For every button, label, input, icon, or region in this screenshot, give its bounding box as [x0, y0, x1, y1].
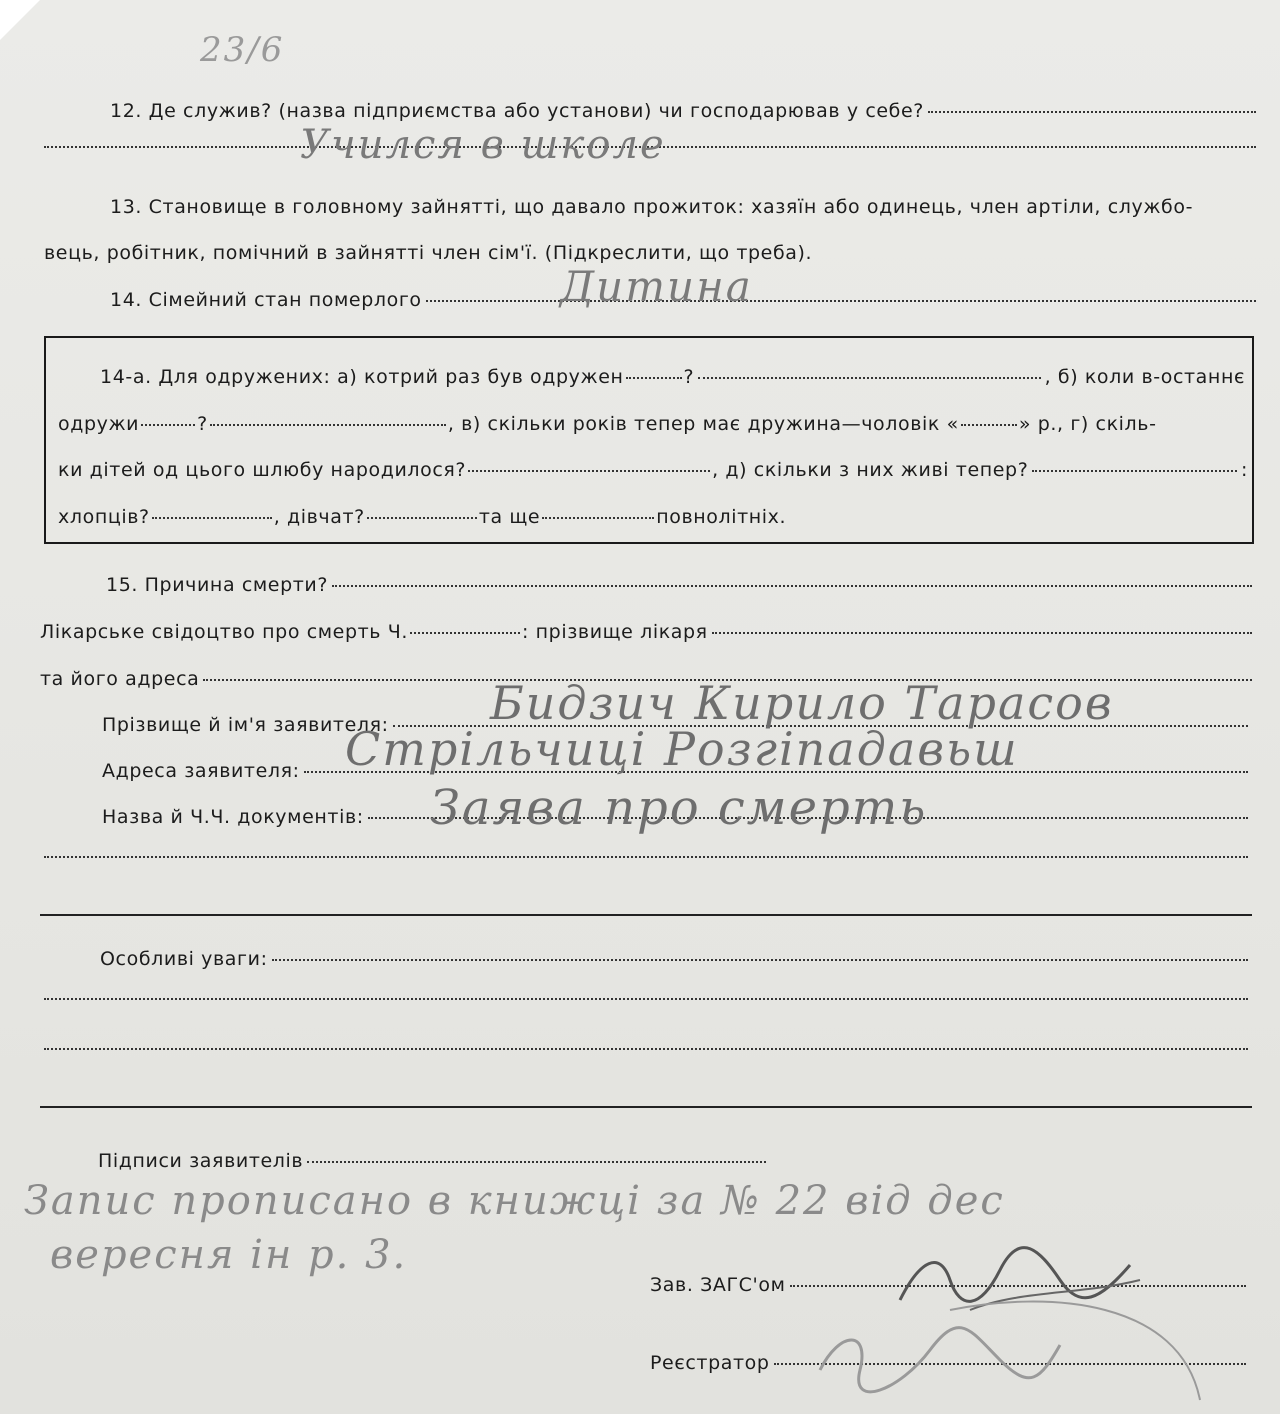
q15-label: 15. Причина смерти? [106, 574, 329, 596]
q14a-spouse-years-field [961, 424, 1017, 426]
q14a-label-more: та ще [478, 506, 541, 528]
applicant-name-label: Прізвище й ім'я заявителя: [102, 714, 389, 736]
q14a-last-married-field-2 [210, 424, 446, 426]
q13-row-2 [44, 242, 812, 264]
archive-number-handwriting: 23/6 [200, 30, 285, 70]
cert-row [40, 621, 1256, 643]
q14a-label-3: ки дітей од цього шлюбу народилося? [58, 459, 467, 481]
q14a-qmark-2: ? [197, 413, 208, 435]
q14a-children-born-field [468, 470, 710, 472]
applicant-address-label: Адреса заявителя: [102, 760, 300, 782]
q14a-times-married-field-2 [698, 377, 1040, 379]
documents-row-2 [40, 860, 1252, 862]
notes-row-2 [40, 1002, 1252, 1004]
q14a-label-r: » р., г) скіль- [1018, 413, 1157, 435]
q14a-label-1: 14-а. Для одружених: а) котрий раз був одружен [100, 366, 624, 388]
q13-label-1: 13. Становище в головному зайнятті, що давало прожиток: хазяїн або одинець, член артіли, службо- [110, 196, 1194, 218]
q12-row [110, 100, 1260, 122]
q14a-label-adult: повнолітніх. [656, 506, 787, 528]
q14a-label-2: одружи [58, 413, 140, 435]
q14a-colon: : [1240, 459, 1248, 481]
documents-handwriting: Заява про смерть [430, 780, 928, 836]
q12-label: 12. Де служив? (назва підприємства або установи) чи господарював у себе? [110, 100, 924, 122]
notes-row [100, 948, 1252, 970]
applicant-name-handwriting: Бидзич Кирило Тарасов [490, 676, 1114, 730]
doctor-address-label: та його адреса [40, 668, 200, 690]
q14-answer-handwriting: Дитина [560, 262, 753, 311]
registrar-signature-label: Реєстратор [650, 1352, 770, 1374]
registrar-signature-scribble [800, 1290, 1220, 1410]
q14a-last-married-field [141, 424, 195, 426]
q14a-adult-field [542, 517, 654, 519]
q14-label: 14. Сімейний стан померлого [110, 289, 422, 311]
q12-fill-line [928, 111, 1256, 113]
doctor-field [712, 632, 1252, 634]
q14a-children-alive-field [1032, 470, 1237, 472]
section-divider-1 [40, 914, 1252, 916]
q14a-label-boys: хлопців? [58, 506, 150, 528]
q14a-boys-field [152, 517, 272, 519]
q15-row [106, 574, 1256, 596]
applicant-address-handwriting: Стрільчиці Розгіпадавьш [345, 722, 1019, 776]
applicant-signatures-row [98, 1150, 770, 1172]
q14a-label-v: , в) скільки років тепер має дружина—чоловік « [447, 413, 959, 435]
q14a-row-4 [58, 506, 786, 528]
notes-field-3 [44, 1048, 1248, 1050]
cert-number-field [410, 632, 520, 634]
head-signature-label: Зав. ЗАГС'ом [650, 1274, 786, 1296]
q12-answer-handwriting: Учился в школе [300, 122, 666, 168]
q14a-label-d: , д) скільки з них живі тепер? [712, 459, 1029, 481]
q14a-row-2 [58, 413, 1248, 435]
documents-field-2 [44, 856, 1248, 858]
q14a-qmark: ? [683, 366, 695, 388]
q13-row-1 [110, 196, 1193, 218]
q14a-label-b: , б) коли в-останнє [1044, 366, 1245, 388]
notes-field [272, 959, 1248, 961]
applicant-signatures-label: Підписи заявителів [98, 1150, 304, 1172]
cert-label: Лікарське свідоцтво про смерть Ч. [40, 621, 408, 643]
registration-note-line-1: Запис прописано в книжці за № 22 від дес [24, 1178, 1005, 1224]
q14a-times-married-field [626, 377, 682, 379]
q14a-row-3 [58, 459, 1248, 481]
q14a-label-girls: , дівчат? [273, 506, 365, 528]
q13-label-2: вець, робітник, помічний в зайнятті член сім'ї. (Підкреслити, що треба). [44, 242, 813, 264]
section-divider-2 [40, 1106, 1252, 1108]
q14a-girls-field [367, 517, 477, 519]
q14a-row-1 [100, 366, 1245, 388]
applicant-signatures-field [307, 1161, 766, 1163]
registration-note-line-2: вересня ін р. 3. [50, 1232, 408, 1278]
notes-row-3 [40, 1052, 1252, 1054]
q15-fill-line [332, 585, 1252, 587]
page-corner [0, 0, 40, 40]
doctor-label: : прізвище лікаря [522, 621, 708, 643]
documents-label: Назва й Ч.Ч. документів: [102, 806, 364, 828]
notes-field-2 [44, 998, 1248, 1000]
notes-label: Особливі уваги: [100, 948, 268, 970]
q14-fill-line [426, 300, 1256, 302]
